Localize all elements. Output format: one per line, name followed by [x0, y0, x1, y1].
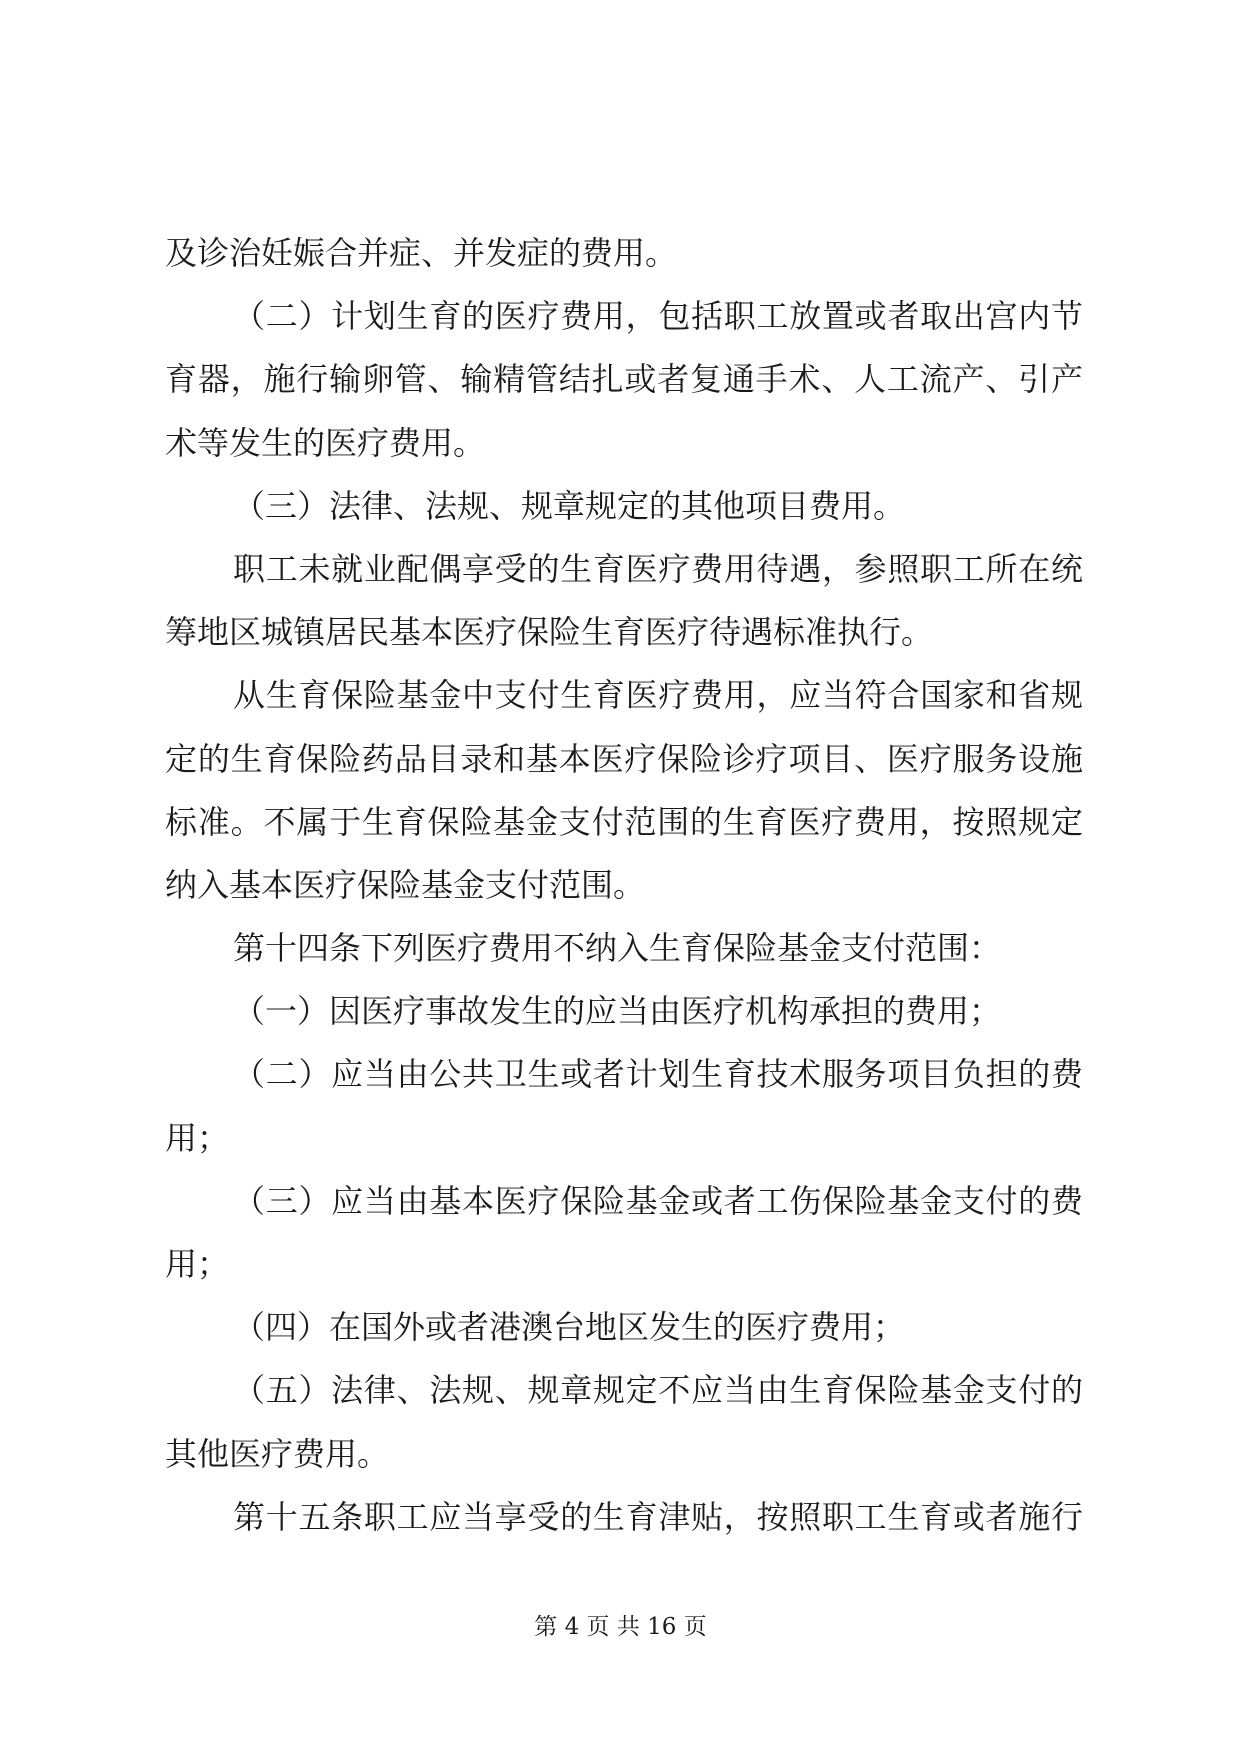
text-line: 筹地区城镇居民基本医疗保险生育医疗待遇标准执行。: [165, 613, 934, 652]
text-line: 第十四条下列医疗费用不纳入生育保险基金支付范围：: [233, 929, 1002, 968]
document-body: [165, 222, 1083, 1549]
text-line: （二）计划生育的医疗费用，包括职工放置或者取出宫内节: [233, 297, 1083, 336]
text-line: 用；: [165, 1245, 230, 1283]
text-line: 标准。不属于生育保险基金支付范围的生育医疗费用，按照规定: [165, 802, 1083, 841]
page-footer: 第 4 页 共 16 页: [534, 1614, 707, 1640]
text-line: 纳入基本医疗保险基金支付范围。: [165, 865, 646, 904]
text-line: （二）应当由公共卫生或者计划生育技术服务项目负担的费: [233, 1055, 1083, 1094]
text-line: 及诊治妊娠合并症、并发症的费用。: [165, 234, 678, 272]
text-line: （四）在国外或者港澳台地区发生的医疗费用；: [233, 1308, 906, 1347]
text-line: 从生育保险基金中支付生育医疗费用，应当符合国家和省规: [233, 676, 1083, 715]
text-line: 第十五条职工应当享受的生育津贴，按照职工生育或者施行: [233, 1497, 1083, 1536]
text-line: （三）法律、法规、规章规定的其他项目费用。: [233, 486, 906, 525]
text-line: （一）因医疗事故发生的应当由医疗机构承担的费用；: [233, 992, 1002, 1031]
text-line: 术等发生的医疗费用。: [165, 423, 486, 462]
text-line: （三）应当由基本医疗保险基金或者工伤保险基金支付的费: [233, 1181, 1083, 1220]
text-line: （五）法律、法规、规章规定不应当由生育保险基金支付的: [233, 1371, 1083, 1410]
text-line: 职工未就业配偶享受的生育医疗费用待遇，参照职工所在统: [233, 549, 1083, 588]
text-line: 育器，施行输卵管、输精管结扎或者复通手术、人工流产、引产: [165, 360, 1083, 399]
text-line: 用；: [165, 1118, 230, 1157]
text-line: 定的生育保险药品目录和基本医疗保险诊疗项目、医疗服务设施: [165, 739, 1083, 778]
text-line: 其他医疗费用。: [165, 1434, 390, 1473]
